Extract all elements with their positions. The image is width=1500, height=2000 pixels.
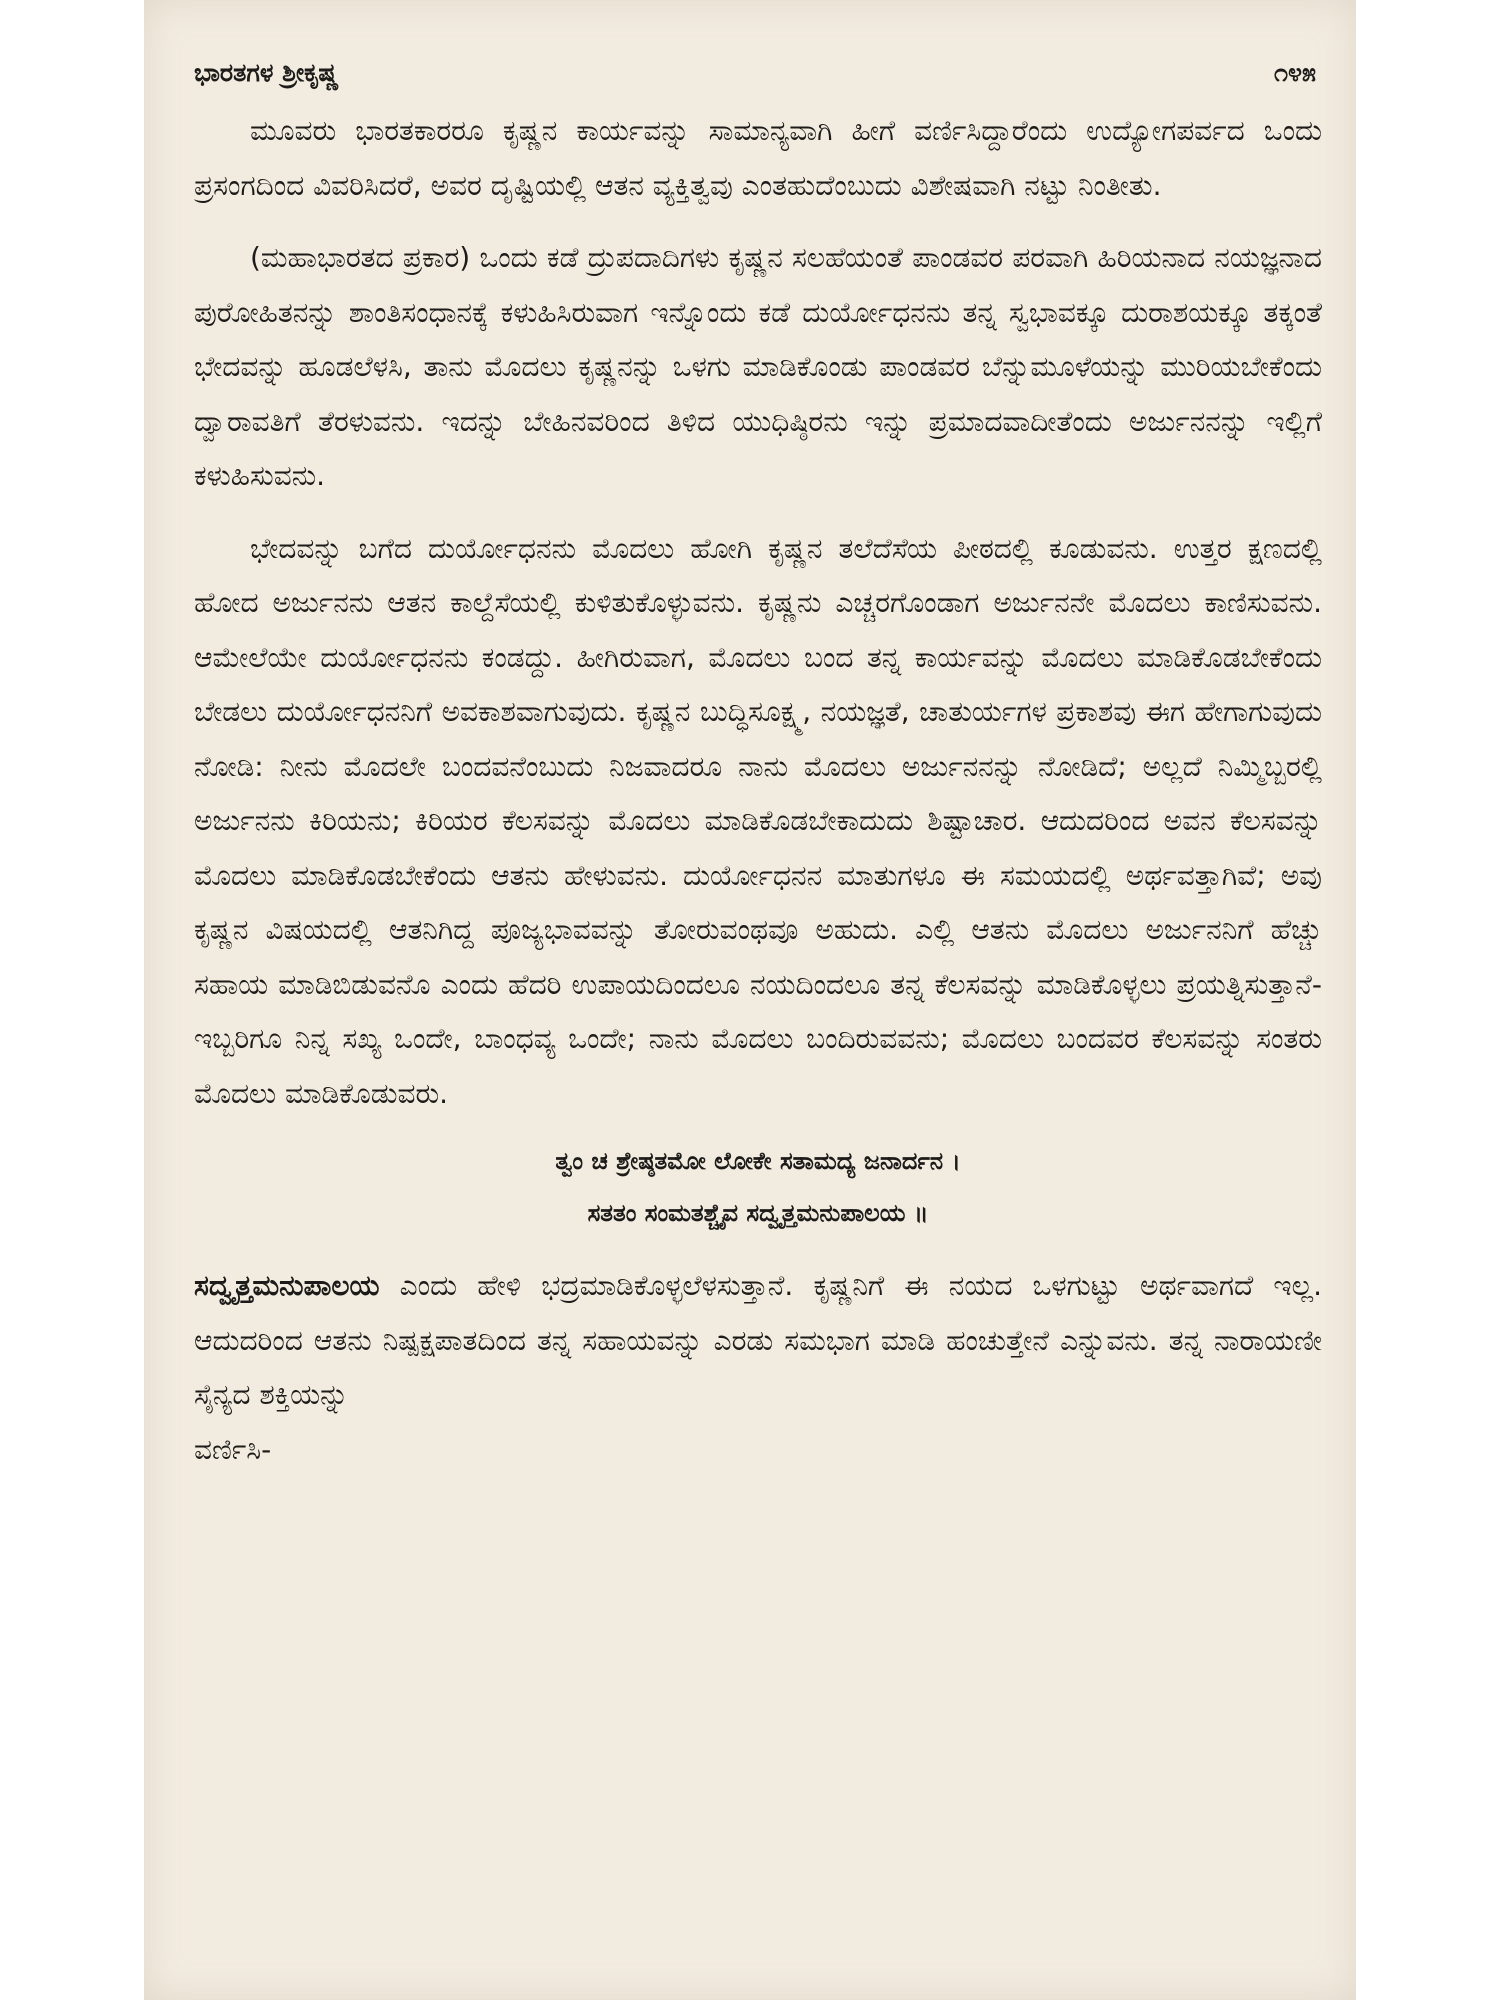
- body-text: [194, 104, 1322, 1477]
- continuation-line: ವರ್ಣಿಸಿ-: [194, 1432, 272, 1466]
- running-header: [194, 58, 1316, 92]
- closing-paragraph: [194, 1259, 1322, 1423]
- running-title: ಭಾರತಗಳ ಶ್ರೀಕೃಷ್ಣ: [194, 58, 339, 87]
- closing-bold-lead: ಸದ್ವೃತ್ತಮನುಪಾಲಯ: [194, 1269, 380, 1302]
- book-page: [144, 0, 1356, 2000]
- sanskrit-verse: [194, 1135, 1322, 1239]
- page-number: ೧೪೫: [1273, 58, 1316, 87]
- paragraph-2: (ಮಹಾಭಾರತದ ಪ್ರಕಾರ) ಒಂದು ಕಡೆ ದ್ರುಪದಾದಿಗಳು ಕೃಷ್ಣನ ಸಲಹೆಯಂತೆ ಪಾಂಡವರ ಪರವಾಗಿ ಹಿರಿಯನಾದ ನಯಜ್ಞನಾದ ಪುರೋಹಿತನನ್ನು ಶಾಂತಿಸಂಧಾನಕ್ಕೆ ಕಳುಹಿಸಿರುವಾಗ ಇನ್ನೊಂದು ಕಡೆ ದುರ್ಯೋಧನನು ತನ್ನ ಸ್ವಭಾವಕ್ಕೂ ದುರಾಶಯಕ್ಕೂ ತಕ್ಕಂತೆ ಭೇದವನ್ನು ಹೂಡಲೆಳಸಿ, ತಾನು ಮೊದಲು ಕೃಷ್ಣನನ್ನು ಒಳಗು ಮಾಡಿಕೊಂಡು ಪಾಂಡವರ ಬೆನ್ನುಮೂಳೆಯನ್ನು ಮುರಿಯಬೇಕೆಂದು ದ್ವಾರಾವತಿಗೆ ತೆರಳುವನು. ಇದನ್ನು ಬೇಹಿನವರಿಂದ ತಿಳಿದ ಯುಧಿಷ್ಠಿರನು ಇನ್ನು ಪ್ರಮಾದವಾದೀತೆಂದು ಅರ್ಜುನನನ್ನು ಇಲ್ಲಿಗೆ ಕಳುಹಿಸುವನು.: [194, 241, 1322, 492]
- verse-line-1: ತ್ವಂ ಚ ಶ್ರೇಷ್ಠತಮೋ ಲೋಕೇ ಸತಾಮದ್ಯ ಜನಾರ್ದನ ।: [555, 1147, 961, 1175]
- verse-line-2: ಸತತಂ ಸಂಮತಶ್ಚೈವ ಸದ್ವೃತ್ತಮನುಪಾಲಯ ॥: [587, 1199, 929, 1227]
- paragraph-3: ಭೇದವನ್ನು ಬಗೆದ ದುರ್ಯೋಧನನು ಮೊದಲು ಹೋಗಿ ಕೃಷ್ಣನ ತಲೆದೆಸೆಯ ಪೀಠದಲ್ಲಿ ಕೂಡುವನು. ಉತ್ತರ ಕ್ಷಣದಲ್ಲಿ ಹೋದ ಅರ್ಜುನನು ಆತನ ಕಾಲ್ದೆಸೆಯಲ್ಲಿ ಕುಳಿತುಕೊಳ್ಳುವನು. ಕೃಷ್ಣನು ಎಚ್ಚರಗೊಂಡಾಗ ಅರ್ಜುನನೇ ಮೊದಲು ಕಾಣಿಸುವನು. ಆಮೇಲೆಯೇ ದುರ್ಯೋಧನನು ಕಂಡದ್ದು. ಹೀಗಿರುವಾಗ, ಮೊದಲು ಬಂದ ತನ್ನ ಕಾರ್ಯವನ್ನು ಮೊದಲು ಮಾಡಿಕೊಡಬೇಕೆಂದು ಬೇಡಲು ದುರ್ಯೋಧನನಿಗೆ ಅವಕಾಶವಾಗುವುದು. ಕೃಷ್ಣನ ಬುದ್ಧಿಸೂಕ್ಷ್ಮ, ನಯಜ್ಞತೆ, ಚಾತುರ್ಯಗಳ ಪ್ರಕಾಶವು ಈಗ ಹೇಗಾಗುವುದು ನೋಡಿ: ನೀನು ಮೊದಲೇ ಬಂದವನೆಂಬುದು ನಿಜವಾದರೂ ನಾನು ಮೊದಲು ಅರ್ಜುನನನ್ನು ನೋಡಿದೆ; ಅಲ್ಲದೆ ನಿಮ್ಮಿಬ್ಬರಲ್ಲಿ ಅರ್ಜುನನು ಕಿರಿಯನು; ಕಿರಿಯರ ಕೆಲಸವನ್ನು ಮೊದಲು ಮಾಡಿಕೊಡಬೇಕಾದುದು ಶಿಷ್ಟಾಚಾರ. ಆದುದರಿಂದ ಅವನ ಕೆಲಸವನ್ನು ಮೊದಲು ಮಾಡಿಕೊಡಬೇಕೆಂದು ಆತನು ಹೇಳುವನು. ದುರ್ಯೋಧನನ ಮಾತುಗಳೂ ಈ ಸಮಯದಲ್ಲಿ ಅರ್ಥವತ್ತಾಗಿವೆ; ಅವು ಕೃಷ್ಣನ ವಿಷಯದಲ್ಲಿ ಆತನಿಗಿದ್ದ ಪೂಜ್ಯಭಾವವನ್ನು ತೋರುವಂಥವೂ ಅಹುದು. ಎಲ್ಲಿ ಆತನು ಮೊದಲು ಅರ್ಜುನನಿಗೆ ಹೆಚ್ಚು ಸಹಾಯ ಮಾಡಿಬಿಡುವನೊ ಎಂದು ಹೆದರಿ ಉಪಾಯದಿಂದಲೂ ನಯದಿಂದಲೂ ತನ್ನ ಕೆಲಸವನ್ನು ಮಾಡಿಕೊಳ್ಳಲು ಪ್ರಯತ್ನಿಸುತ್ತಾನೆ-ಇಬ್ಬರಿಗೂ ನಿನ್ನ ಸಖ್ಯ ಒಂದೇ, ಬಾಂಧವ್ಯ ಒಂದೇ; ನಾನು ಮೊದಲು ಬಂದಿರುವವನು; ಮೊದಲು ಬಂದವರ ಕೆಲಸವನ್ನು ಸಂತರು ಮೊದಲು ಮಾಡಿಕೊಡುವರು.: [194, 531, 1322, 1110]
- closing-text: ಎಂದು ಹೇಳಿ ಭದ್ರಮಾಡಿಕೊಳ್ಳಲೆಳಸುತ್ತಾನೆ. ಕೃಷ್ಣನಿಗೆ ಈ ನಯದ ಒಳಗುಟ್ಟು ಅರ್ಥವಾಗದೆ ಇಲ್ಲ. ಆದುದರಿಂದ ಆತನು ನಿಷ್ಪಕ್ಷಪಾತದಿಂದ ತನ್ನ ಸಹಾಯವನ್ನು ಎರಡು ಸಮಭಾಗ ಮಾಡಿ ಹಂಚುತ್ತೇನೆ ಎನ್ನುವನು. ತನ್ನ ನಾರಾಯಣೀ ಸೈನ್ಯದ ಶಕ್ತಿಯನ್ನು: [194, 1269, 1322, 1411]
- paragraph-1: ಮೂವರು ಭಾರತಕಾರರೂ ಕೃಷ್ಣನ ಕಾರ್ಯವನ್ನು ಸಾಮಾನ್ಯವಾಗಿ ಹೀಗೆ ವರ್ಣಿಸಿದ್ದಾರೆಂದು ಉದ್ಯೋಗಪರ್ವದ ಒಂದು ಪ್ರಸಂಗದಿಂದ ವಿವರಿಸಿದರೆ, ಅವರ ದೃಷ್ಟಿಯಲ್ಲಿ ಆತನ ವ್ಯಕ್ತಿತ್ವವು ಎಂತಹುದೆಂಬುದು ವಿಶೇಷವಾಗಿ ನಟ್ಟು ನಿಂತೀತು.: [194, 114, 1322, 202]
